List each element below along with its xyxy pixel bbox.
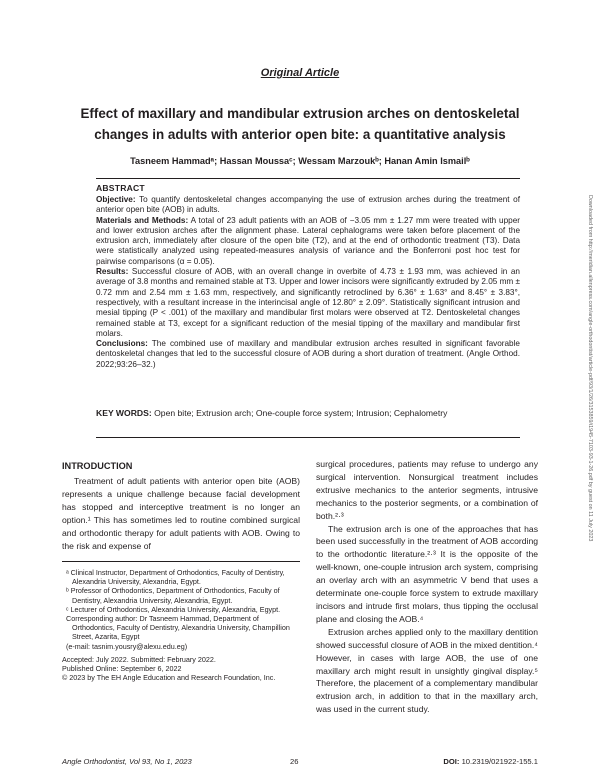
download-notice: Downloaded from http://meridian.allenpress.com/angle-orthodontist/article-pdf/93/1/26/3153859/i1945-7103-93-1-26.pdf by guest on 11 July 2023 bbox=[587, 195, 593, 542]
methods-label: Materials and Methods: bbox=[96, 215, 189, 225]
keywords bbox=[96, 407, 520, 419]
footnote-a: ᵃ Clinical Instructor, Department of Orthodontics, Faculty of Dentistry, Alexandria University, Alexandria, Egypt. bbox=[66, 568, 285, 587]
conclusions-text: The combined use of maxillary and mandibular extrusion arches resulted in significant favorable dentoskeletal changes that led to the successful closure of AOB during a short duration of treatment. (Angle Orthod. 2022;93:26–32.) bbox=[96, 339, 520, 369]
doi-value: 10.2319/021922-155.1 bbox=[461, 757, 538, 766]
footnote-rule bbox=[62, 561, 300, 562]
footnotes bbox=[62, 568, 300, 682]
objective-text: To quantify dentoskeletal changes accompanying the use of extrusion arches during the treatment of anterior open bite (AOB) in adults. bbox=[96, 195, 520, 215]
download-sidebar bbox=[585, 195, 595, 595]
left-column bbox=[62, 475, 300, 552]
footnote-c: ᶜ Lecturer of Orthodontics, Alexandria University, Alexandria, Egypt. bbox=[66, 604, 281, 614]
abstract-conclusions bbox=[96, 339, 520, 370]
methods-text: A total of 23 adult patients with an AOB of −3.05 mm ± 1.27 mm were treated with upper and lower extrusion arches after the alignment phase. Lateral cephalograms were taken before placement of the extrusion arch, immediately after closure of the open bite (T2), and at the end of orthodontic treatment (T3). Data were statistically analyzed using repeated-measures analysis of variance and the Bonferroni post hoc test for pairwise comparisons (α = 0.05). bbox=[96, 215, 520, 266]
abstract-block bbox=[96, 183, 520, 370]
intro-paragraph-2: The extrusion arch is one of the approaches that has been used successfully in the treatment of AOB according to the orthodontic literature.²·³ It is the opposite of the well-known, one-couple intrusion arch system, comprising an overlay arch with an asymmetric V bend that uses a determinate one-couple force system to extrude maxillary incisors and intrude first molars, thus tipping the occlusal plane and closing the AOB.⁴ bbox=[316, 523, 538, 624]
conclusions-label: Conclusions: bbox=[96, 339, 148, 349]
copyright: © 2023 by The EH Angle Education and Research Foundation, Inc. bbox=[62, 673, 276, 683]
section-label: Original Article bbox=[260, 67, 340, 79]
results-label: Results: bbox=[96, 267, 129, 277]
abstract-methods bbox=[96, 216, 520, 267]
corresponding-author: Corresponding author: Dr Tasneem Hammad, Department of Orthodontics, Faculty of Dentistry, Alexandria University, Champillion Street, Azarita, Egypt bbox=[66, 614, 290, 642]
intro-paragraph-3: Extrusion arches applied only to the maxillary dentition showed successful closure of AOB in the mixed dentition.⁴ However, in cases with large AOB, the use of one maxillary arch might result in unsightly gingival display.⁵ Therefore, the placement of a complementary mandibular extrusion arch, in addition to that in the maxillary arch, was used in the current study. bbox=[316, 626, 538, 715]
footer-journal: Angle Orthodontist, Vol 93, No 1, 2023 bbox=[62, 757, 192, 766]
footnote-b: ᵇ Professor of Orthodontics, Department of Orthodontics, Faculty of Dentistry, Alexandria University, Alexandria, Egypt. bbox=[66, 586, 280, 605]
accepted-date: Accepted: July 2022. Submitted: February 2022. bbox=[62, 654, 216, 664]
abstract-bottom-rule bbox=[96, 437, 520, 438]
abstract-objective bbox=[96, 195, 520, 216]
keywords-text: Open bite; Extrusion arch; One-couple force system; Intrusion; Cephalometry bbox=[154, 408, 448, 418]
right-column bbox=[316, 458, 538, 716]
footer-page-number: 26 bbox=[290, 757, 299, 766]
author-email: (e-mail: tasnim.yousry@alexu.edu.eg) bbox=[66, 641, 188, 651]
article-title: Effect of maxillary and mandibular extrusion arches on dentoskeletal changes in adults with anterior open bite: a quantitative analysis bbox=[80, 106, 520, 142]
abstract-top-rule bbox=[96, 178, 520, 179]
intro-paragraph-1: Treatment of adult patients with anterior open bite (AOB) represents a unique challenge because facial development has stopped and interceptive treatment is no longer an option.¹ This has sometimes led to routine combined surgical and orthodontic therapy for adult patients with AOB. Owing to the risk and expense of bbox=[62, 476, 300, 551]
intro-paragraph-1-continued: surgical procedures, patients may refuse to undergo any surgical intervention. Nonsurgical treatment includes extrusive mechanics to the anterior segments, intrusive mechanics to the posterior segments, or a combination of both.²·³ bbox=[316, 459, 538, 521]
objective-label: Objective: bbox=[96, 195, 136, 204]
results-text: Successful closure of AOB, with an overall change in overbite of 4.73 ± 1.93 mm, was achieved in an average of 3.8 months and remained stable at T3. Upper and lower incisors were significantly extruded by 2.05 mm ± 0.72 mm and 2.54 mm ± 1.63 mm, respectively, and significantly retroclined by 6.36° ± 1.63° and 8.45° ± 3.83°, respectively, with a resultant increase in the interincisal angle of 12.80° ± 2.09°. Statistically significant intrusion and mesial tipping (P < .001) of the maxillary and mandibular first molars were observed at T2. Dentoskeletal changes remained stable at T3, except for a significant reduction of the mesial tipping of the maxillary and mandibular first molars. bbox=[96, 267, 520, 338]
published-date: Published Online: September 6, 2022 bbox=[62, 664, 182, 674]
abstract-heading: ABSTRACT bbox=[96, 183, 145, 193]
introduction-heading: INTRODUCTION bbox=[62, 461, 133, 471]
doi-label: DOI: bbox=[443, 757, 460, 766]
keywords-label: KEY WORDS: bbox=[96, 408, 152, 418]
author-list: Tasneem Hammadᵃ; Hassan Moussaᶜ; Wessam Marzoukᵇ; Hanan Amin Ismailᵇ bbox=[130, 156, 470, 166]
abstract-results bbox=[96, 267, 520, 339]
footer-doi bbox=[443, 757, 538, 766]
